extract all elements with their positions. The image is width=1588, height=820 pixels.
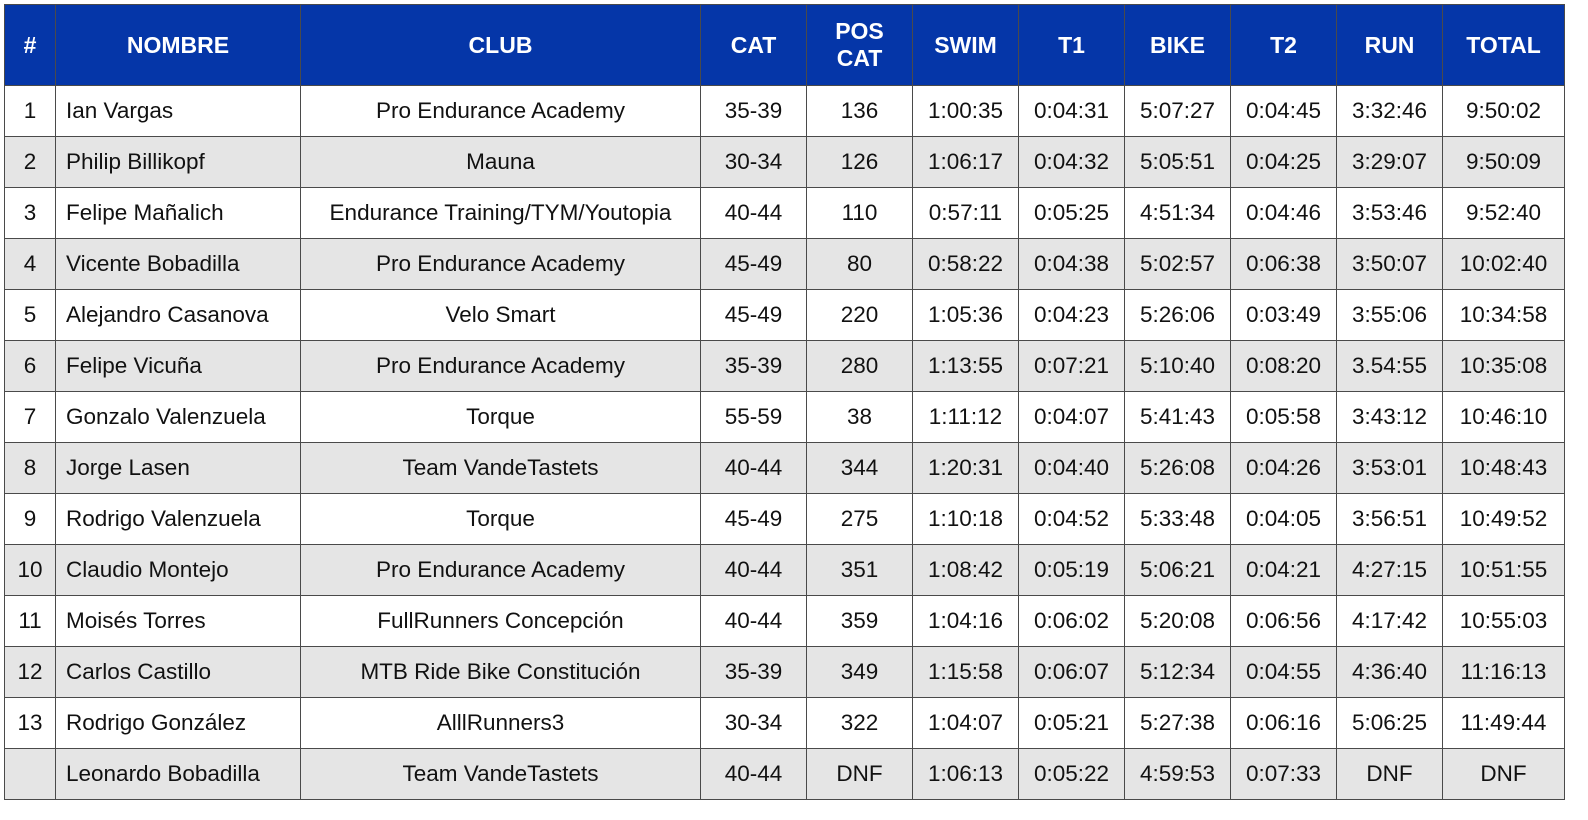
t2-cell: 0:06:56 (1231, 596, 1337, 647)
number-cell: 9 (5, 494, 56, 545)
t1-cell: 0:06:07 (1019, 647, 1125, 698)
pos-cat-line-1: POS (835, 18, 884, 44)
club-cell: Pro Endurance Academy (301, 86, 701, 137)
t2-cell: 0:08:20 (1231, 341, 1337, 392)
number-cell: 10 (5, 545, 56, 596)
t1-cell: 0:07:21 (1019, 341, 1125, 392)
pos-cat-cell: 359 (807, 596, 913, 647)
cat-cell: 40-44 (701, 188, 807, 239)
club-cell: Endurance Training/TYM/Youtopia (301, 188, 701, 239)
cat-cell: 30-34 (701, 698, 807, 749)
total-cell: 10:46:10 (1443, 392, 1565, 443)
name-cell: Claudio Montejo (56, 545, 301, 596)
pos-cat-cell: 38 (807, 392, 913, 443)
t1-cell: 0:04:38 (1019, 239, 1125, 290)
swim-cell: 1:06:17 (913, 137, 1019, 188)
col-header-number: # (5, 5, 56, 86)
club-cell: AlllRunners3 (301, 698, 701, 749)
name-cell: Alejandro Casanova (56, 290, 301, 341)
cat-cell: 40-44 (701, 596, 807, 647)
table-row (5, 749, 1565, 800)
t1-cell: 0:05:22 (1019, 749, 1125, 800)
bike-cell: 5:20:08 (1125, 596, 1231, 647)
run-cell: 3.54:55 (1337, 341, 1443, 392)
t2-cell: 0:04:46 (1231, 188, 1337, 239)
name-cell: Vicente Bobadilla (56, 239, 301, 290)
bike-cell: 5:33:48 (1125, 494, 1231, 545)
club-cell: FullRunners Concepción (301, 596, 701, 647)
total-cell: 9:52:40 (1443, 188, 1565, 239)
run-cell: 3:32:46 (1337, 86, 1443, 137)
bike-cell: 5:02:57 (1125, 239, 1231, 290)
swim-cell: 1:05:36 (913, 290, 1019, 341)
cat-cell: 35-39 (701, 647, 807, 698)
col-header-bike: BIKE (1125, 5, 1231, 86)
col-header-nombre: NOMBRE (56, 5, 301, 86)
cat-cell: 40-44 (701, 749, 807, 800)
t1-cell: 0:05:21 (1019, 698, 1125, 749)
pos-cat-cell: 344 (807, 443, 913, 494)
col-header-t2: T2 (1231, 5, 1337, 86)
t2-cell: 0:04:45 (1231, 86, 1337, 137)
cat-cell: 30-34 (701, 137, 807, 188)
number-cell: 1 (5, 86, 56, 137)
table-header (5, 5, 1565, 86)
cat-cell: 40-44 (701, 443, 807, 494)
club-cell: Velo Smart (301, 290, 701, 341)
swim-cell: 1:13:55 (913, 341, 1019, 392)
run-cell: 3:56:51 (1337, 494, 1443, 545)
run-cell: 3:55:06 (1337, 290, 1443, 341)
pos-cat-cell: 126 (807, 137, 913, 188)
table-row (5, 290, 1565, 341)
pos-cat-cell: DNF (807, 749, 913, 800)
cat-cell: 40-44 (701, 545, 807, 596)
results-table (4, 4, 1565, 800)
club-cell: Pro Endurance Academy (301, 239, 701, 290)
number-cell: 3 (5, 188, 56, 239)
bike-cell: 5:10:40 (1125, 341, 1231, 392)
pos-cat-cell: 322 (807, 698, 913, 749)
bike-cell: 5:26:08 (1125, 443, 1231, 494)
total-cell: 9:50:02 (1443, 86, 1565, 137)
run-cell: 3:53:46 (1337, 188, 1443, 239)
swim-cell: 1:04:16 (913, 596, 1019, 647)
pos-cat-cell: 110 (807, 188, 913, 239)
name-cell: Gonzalo Valenzuela (56, 392, 301, 443)
cat-cell: 45-49 (701, 494, 807, 545)
bike-cell: 4:51:34 (1125, 188, 1231, 239)
name-cell: Philip Billikopf (56, 137, 301, 188)
bike-cell: 5:07:27 (1125, 86, 1231, 137)
header-row (5, 5, 1565, 86)
club-cell: Mauna (301, 137, 701, 188)
run-cell: 3:50:07 (1337, 239, 1443, 290)
cat-cell: 35-39 (701, 341, 807, 392)
number-cell: 12 (5, 647, 56, 698)
cat-cell: 45-49 (701, 239, 807, 290)
table-row (5, 545, 1565, 596)
run-cell: 4:17:42 (1337, 596, 1443, 647)
pos-cat-cell: 275 (807, 494, 913, 545)
table-row (5, 596, 1565, 647)
total-cell: 9:50:09 (1443, 137, 1565, 188)
swim-cell: 1:04:07 (913, 698, 1019, 749)
total-cell: 10:51:55 (1443, 545, 1565, 596)
col-header-t1: T1 (1019, 5, 1125, 86)
total-cell: 10:02:40 (1443, 239, 1565, 290)
bike-cell: 5:26:06 (1125, 290, 1231, 341)
table-row (5, 341, 1565, 392)
bike-cell: 5:12:34 (1125, 647, 1231, 698)
t2-cell: 0:04:25 (1231, 137, 1337, 188)
t2-cell: 0:06:38 (1231, 239, 1337, 290)
total-cell: 10:48:43 (1443, 443, 1565, 494)
pos-cat-cell: 349 (807, 647, 913, 698)
t2-cell: 0:04:21 (1231, 545, 1337, 596)
swim-cell: 1:06:13 (913, 749, 1019, 800)
number-cell: 7 (5, 392, 56, 443)
table-row (5, 494, 1565, 545)
col-header-run: RUN (1337, 5, 1443, 86)
run-cell: DNF (1337, 749, 1443, 800)
t1-cell: 0:06:02 (1019, 596, 1125, 647)
total-cell: DNF (1443, 749, 1565, 800)
t1-cell: 0:04:31 (1019, 86, 1125, 137)
t1-cell: 0:04:07 (1019, 392, 1125, 443)
club-cell: MTB Ride Bike Constitución (301, 647, 701, 698)
number-cell: 4 (5, 239, 56, 290)
table-row (5, 137, 1565, 188)
pos-cat-line-2: CAT (836, 45, 883, 71)
total-cell: 11:16:13 (1443, 647, 1565, 698)
cat-cell: 35-39 (701, 86, 807, 137)
club-cell: Pro Endurance Academy (301, 545, 701, 596)
table-row (5, 392, 1565, 443)
t2-cell: 0:07:33 (1231, 749, 1337, 800)
col-header-pos-cat (807, 5, 913, 86)
number-cell: 6 (5, 341, 56, 392)
number-cell: 11 (5, 596, 56, 647)
table-body (5, 86, 1565, 800)
bike-cell: 5:27:38 (1125, 698, 1231, 749)
run-cell: 3:53:01 (1337, 443, 1443, 494)
total-cell: 10:55:03 (1443, 596, 1565, 647)
number-cell: 8 (5, 443, 56, 494)
total-cell: 10:35:08 (1443, 341, 1565, 392)
name-cell: Felipe Mañalich (56, 188, 301, 239)
t2-cell: 0:05:58 (1231, 392, 1337, 443)
name-cell: Carlos Castillo (56, 647, 301, 698)
bike-cell: 5:41:43 (1125, 392, 1231, 443)
total-cell: 10:49:52 (1443, 494, 1565, 545)
swim-cell: 1:15:58 (913, 647, 1019, 698)
col-header-total: TOTAL (1443, 5, 1565, 86)
table-row (5, 86, 1565, 137)
pos-cat-cell: 280 (807, 341, 913, 392)
pos-cat-cell: 80 (807, 239, 913, 290)
table-row (5, 647, 1565, 698)
cat-cell: 55-59 (701, 392, 807, 443)
name-cell: Rodrigo González (56, 698, 301, 749)
total-cell: 10:34:58 (1443, 290, 1565, 341)
name-cell: Jorge Lasen (56, 443, 301, 494)
club-cell: Team VandeTastets (301, 749, 701, 800)
table-row (5, 443, 1565, 494)
run-cell: 5:06:25 (1337, 698, 1443, 749)
name-cell: Moisés Torres (56, 596, 301, 647)
total-cell: 11:49:44 (1443, 698, 1565, 749)
cat-cell: 45-49 (701, 290, 807, 341)
bike-cell: 4:59:53 (1125, 749, 1231, 800)
swim-cell: 1:08:42 (913, 545, 1019, 596)
table-row (5, 239, 1565, 290)
swim-cell: 1:10:18 (913, 494, 1019, 545)
t1-cell: 0:04:40 (1019, 443, 1125, 494)
club-cell: Torque (301, 392, 701, 443)
run-cell: 3:43:12 (1337, 392, 1443, 443)
number-cell: 5 (5, 290, 56, 341)
run-cell: 4:27:15 (1337, 545, 1443, 596)
swim-cell: 1:20:31 (913, 443, 1019, 494)
t1-cell: 0:05:25 (1019, 188, 1125, 239)
t2-cell: 0:06:16 (1231, 698, 1337, 749)
t2-cell: 0:03:49 (1231, 290, 1337, 341)
table-row (5, 188, 1565, 239)
name-cell: Felipe Vicuña (56, 341, 301, 392)
pos-cat-cell: 220 (807, 290, 913, 341)
t1-cell: 0:04:52 (1019, 494, 1125, 545)
number-cell (5, 749, 56, 800)
t1-cell: 0:04:23 (1019, 290, 1125, 341)
run-cell: 3:29:07 (1337, 137, 1443, 188)
club-cell: Pro Endurance Academy (301, 341, 701, 392)
swim-cell: 1:11:12 (913, 392, 1019, 443)
col-header-club: CLUB (301, 5, 701, 86)
club-cell: Torque (301, 494, 701, 545)
t2-cell: 0:04:05 (1231, 494, 1337, 545)
swim-cell: 0:57:11 (913, 188, 1019, 239)
name-cell: Leonardo Bobadilla (56, 749, 301, 800)
pos-cat-cell: 136 (807, 86, 913, 137)
swim-cell: 1:00:35 (913, 86, 1019, 137)
bike-cell: 5:05:51 (1125, 137, 1231, 188)
col-header-cat: CAT (701, 5, 807, 86)
pos-cat-cell: 351 (807, 545, 913, 596)
name-cell: Ian Vargas (56, 86, 301, 137)
bike-cell: 5:06:21 (1125, 545, 1231, 596)
col-header-swim: SWIM (913, 5, 1019, 86)
name-cell: Rodrigo Valenzuela (56, 494, 301, 545)
club-cell: Team VandeTastets (301, 443, 701, 494)
t1-cell: 0:05:19 (1019, 545, 1125, 596)
table-row (5, 698, 1565, 749)
run-cell: 4:36:40 (1337, 647, 1443, 698)
t2-cell: 0:04:55 (1231, 647, 1337, 698)
number-cell: 13 (5, 698, 56, 749)
number-cell: 2 (5, 137, 56, 188)
swim-cell: 0:58:22 (913, 239, 1019, 290)
t1-cell: 0:04:32 (1019, 137, 1125, 188)
t2-cell: 0:04:26 (1231, 443, 1337, 494)
